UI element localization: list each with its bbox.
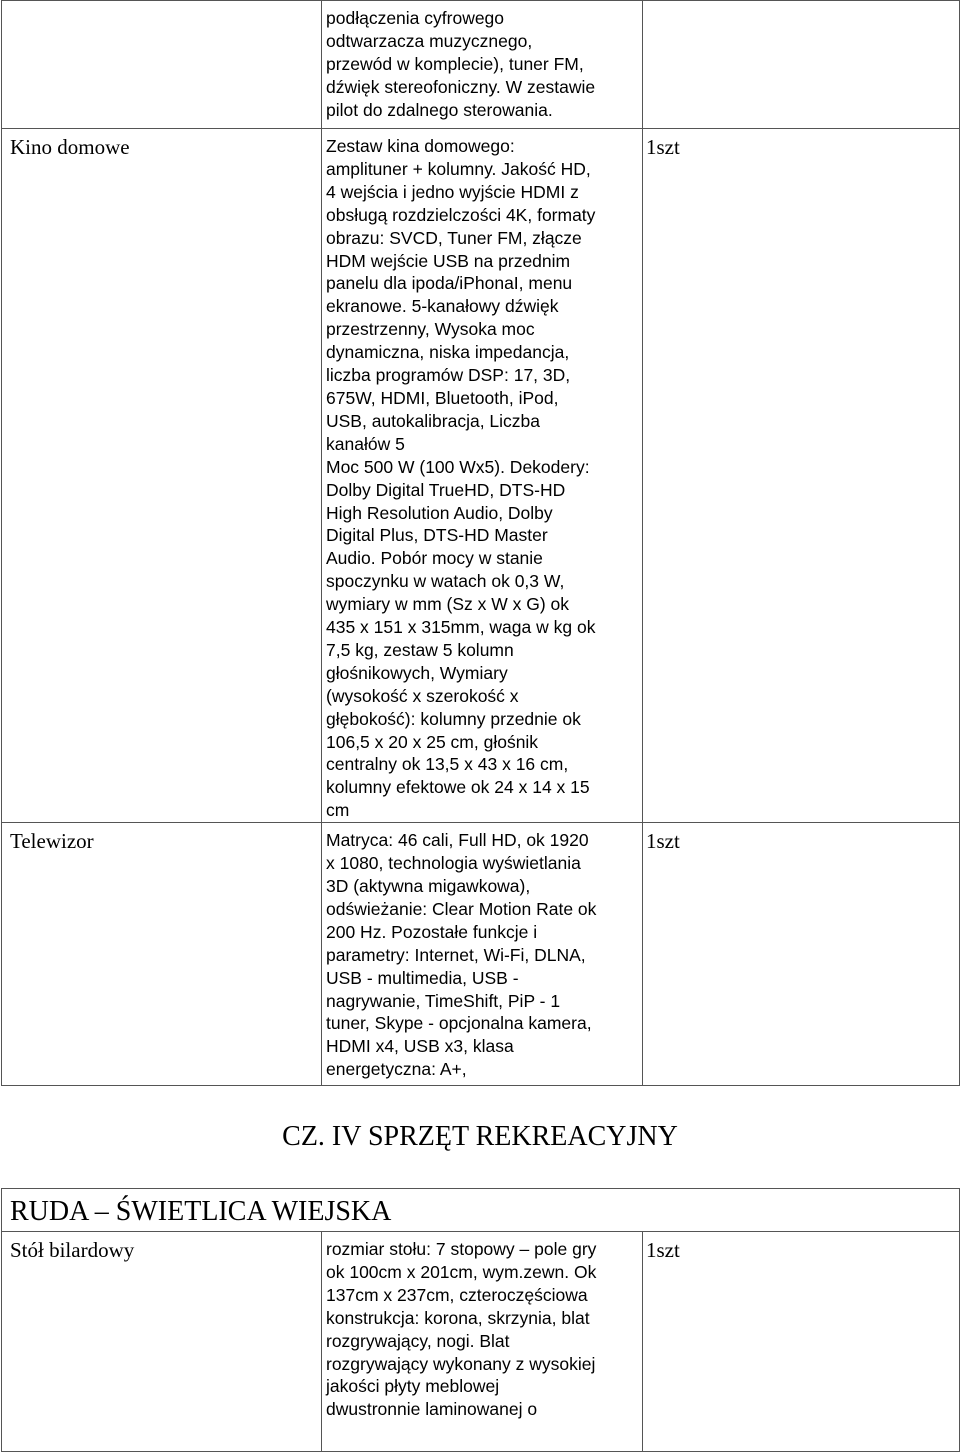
table-row <box>2 1 960 129</box>
item-description-cell: Zestaw kina domowego: amplituner + kolumny. Jakość HD, 4 wejścia i jedno wyjście HDMI z obsługą rozdzielczości 4K, formaty obrazu: SVCD, Tuner FM, złącze HDM wejście USB na przednim panelu dla ipoda/iPhonaI, menu ekranowe. 5-kanałowy dźwięk przestrzenny, Wysoka moc dynamiczna, niska impedancja, liczba programów DSP: 17, 3D, 675W, HDMI, Bluetooth, iPod, USB, autokalibracja, Liczba kanałów 5 Moc 500 W (100 Wx5). Dekodery: Dolby Digital TrueHD, DTS-HD High Resolution Audio, Dolby Digital Plus, DTS-HD Master Audio. Pobór mocy w stanie spoczynku w watach ok 0,3 W, wymiary w mm (Sz x W x G) ok 435 x 151 x 315mm, waga w kg ok 7,5 kg, zestaw 5 kolumn głośnikowych, Wymiary (wysokość x szerokość x głębokość): kolumny przednie ok 106,5 x 20 x 25 cm, głośnik centralny ok 13,5 x 43 x 16 cm, kolumny efektowe ok 24 x 14 x 15 cm <box>322 129 643 823</box>
section-title: CZ. IV SPRZĘT REKREACYJNY <box>282 1121 678 1152</box>
item-name-cell: Stół bilardowy <box>2 1232 322 1452</box>
item-name-cell <box>2 1 322 129</box>
table-row <box>2 823 960 1086</box>
item-description-cell: podłączenia cyfrowego odtwarzacza muzycznego, przewód w komplecie), tuner FM, dźwięk stereofoniczny. W zestawie pilot do zdalnego sterowania. <box>322 1 643 129</box>
item-quantity-cell: 1szt <box>643 823 960 1086</box>
item-name-cell: Telewizor <box>2 823 322 1086</box>
item-quantity-cell: 1szt <box>643 1232 960 1452</box>
table-row <box>2 1232 960 1452</box>
item-description-cell: rozmiar stołu: 7 stopowy – pole gry ok 100cm x 201cm, wym.zewn. Ok 137cm x 237cm, czteroczęściowa konstrukcja: korona, skrzynia, blat rozgrywający, nogi. Blat rozgrywający wykonany z wysokiej jakości płyty meblowej dwustronnie laminowanej o <box>322 1232 643 1452</box>
item-name-cell: Kino domowe <box>2 129 322 823</box>
item-quantity-cell: 1szt <box>643 129 960 823</box>
recreation-table <box>1 1188 960 1452</box>
item-quantity-cell <box>643 1 960 129</box>
item-description-cell: Matryca: 46 cali, Full HD, ok 1920 x 1080, technologia wyświetlania 3D (aktywna migawkowa), odświeżanie: Clear Motion Rate ok 200 Hz. Pozostałe funkcje i parametry: Internet, Wi-Fi, DLNA, USB - multimedia, USB - nagrywanie, TimeShift, PiP - 1 tuner, Skype - opcjonalna kamera, HDMI x4, USB x3, klasa energetyczna: A+, <box>322 823 643 1086</box>
equipment-table <box>1 0 960 1086</box>
table-row <box>2 129 960 823</box>
location-title: RUDA – ŚWIETLICA WIEJSKA <box>2 1189 960 1232</box>
location-row <box>2 1189 960 1232</box>
